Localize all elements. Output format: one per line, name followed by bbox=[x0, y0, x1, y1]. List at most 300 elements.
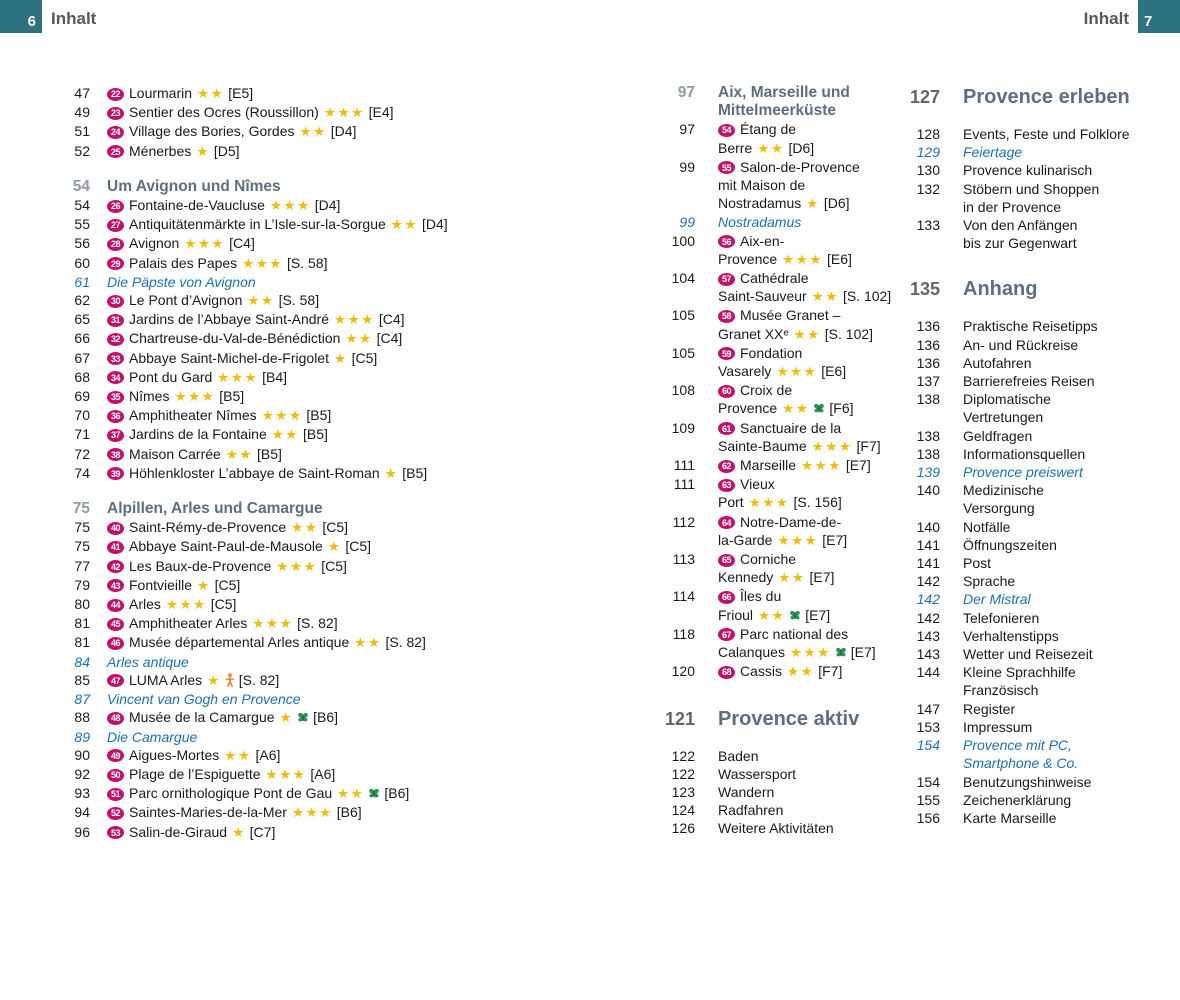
toc-entry bbox=[640, 381, 890, 418]
toc-entry bbox=[640, 456, 890, 475]
map-grid-ref: [S. 82] bbox=[385, 634, 426, 651]
page-number: 79 bbox=[74, 576, 90, 593]
entry-content bbox=[107, 103, 394, 122]
entry-title: Fontaine-de-Vaucluse bbox=[129, 197, 265, 214]
entry-title: Étang de bbox=[740, 121, 797, 138]
entry-title: Palais des Papes bbox=[129, 254, 238, 271]
entry-title: Musée de la Camargue bbox=[129, 709, 275, 726]
entry-content bbox=[107, 500, 323, 518]
entry-line bbox=[718, 344, 846, 362]
toc-chapter-header bbox=[880, 84, 1160, 110]
entry-content bbox=[718, 587, 830, 624]
poi-number-badge: 56 bbox=[718, 235, 735, 248]
poi-number-badge: 22 bbox=[107, 88, 124, 101]
toc-entry bbox=[55, 576, 615, 595]
entry-line bbox=[107, 310, 405, 329]
toc-feature-entry bbox=[880, 590, 1160, 608]
page-number: 121 bbox=[664, 708, 695, 729]
poi-number-badge: 31 bbox=[107, 314, 124, 327]
map-grid-ref: [E5] bbox=[228, 85, 254, 101]
entry-line bbox=[107, 234, 255, 253]
running-header-title-right: Inhalt bbox=[1083, 9, 1129, 28]
star-rating: ★ bbox=[232, 824, 246, 840]
page-number: 140 bbox=[916, 482, 940, 499]
star-rating: ★★★ bbox=[291, 805, 333, 821]
entry-line: Informationsquellen bbox=[963, 445, 1086, 462]
entry-content bbox=[963, 354, 1032, 372]
butterfly-icon bbox=[789, 610, 801, 622]
person-icon bbox=[225, 673, 235, 687]
entry-content bbox=[107, 653, 189, 671]
map-grid-ref: [B6] bbox=[384, 785, 410, 802]
poi-number-badge: 28 bbox=[107, 238, 124, 251]
poi-number-badge: 42 bbox=[107, 560, 124, 573]
page-number: 77 bbox=[74, 557, 90, 574]
star-rating: ★★ bbox=[345, 331, 373, 347]
entry-title: Amphitheater Nîmes bbox=[129, 407, 257, 424]
entry-line bbox=[107, 387, 244, 406]
page-number: 99 bbox=[679, 214, 695, 231]
entry-line bbox=[718, 643, 876, 662]
entry-content bbox=[963, 161, 1092, 179]
entry-content bbox=[718, 232, 852, 269]
entry-line: Zeichenerklärung bbox=[963, 791, 1072, 808]
entry-line bbox=[718, 550, 834, 568]
map-grid-ref: [E7] bbox=[822, 531, 848, 548]
entry-line: Events, Feste und Folklore bbox=[963, 126, 1130, 142]
entry-content bbox=[963, 736, 1078, 772]
entry-line bbox=[107, 464, 427, 483]
running-header-left bbox=[0, 0, 96, 33]
entry-title: Jardins de l’Abbaye Saint-André bbox=[129, 311, 330, 328]
entry-title: Arles bbox=[129, 596, 161, 613]
page-number: 105 bbox=[671, 307, 695, 324]
page-number: 54 bbox=[72, 177, 90, 195]
poi-number-badge: 47 bbox=[107, 674, 124, 687]
toc-entry bbox=[55, 518, 615, 537]
page-number: 92 bbox=[74, 765, 90, 782]
star-rating: ★★★ bbox=[801, 458, 842, 474]
toc-entry bbox=[640, 306, 890, 343]
page-number: 140 bbox=[916, 518, 940, 535]
entry-content bbox=[963, 427, 1032, 445]
toc-entry bbox=[640, 269, 890, 306]
toc-plain-entry bbox=[880, 481, 1160, 517]
butterfly-icon bbox=[813, 403, 825, 415]
entry-line bbox=[107, 803, 362, 822]
toc-plain-entry bbox=[880, 427, 1160, 445]
poi-number-badge: 46 bbox=[107, 637, 124, 650]
toc-entry bbox=[55, 464, 615, 483]
entry-line: Geldfragen bbox=[963, 427, 1033, 444]
page-number: 60 bbox=[74, 254, 90, 271]
toc-entry bbox=[55, 310, 615, 329]
entry-line: Alpillen, Arles und Camargue bbox=[107, 500, 323, 518]
entry-line: Von den Anfängen bbox=[963, 217, 1078, 234]
poi-number-badge: 39 bbox=[107, 467, 124, 480]
toc-plain-entry bbox=[880, 645, 1160, 663]
entry-content bbox=[963, 663, 1076, 699]
star-rating: ★★ bbox=[390, 217, 419, 233]
poi-number-badge: 67 bbox=[718, 628, 735, 641]
entry-line bbox=[718, 158, 860, 176]
toc-entry bbox=[640, 158, 890, 214]
entry-line: Stöbern und Shoppen bbox=[963, 180, 1100, 197]
page-number: 142 bbox=[916, 609, 940, 626]
butterfly-icon bbox=[835, 647, 847, 659]
entry-line bbox=[107, 349, 377, 368]
map-grid-ref: [S. 82] bbox=[238, 671, 280, 688]
page-number: 80 bbox=[74, 596, 90, 613]
entry-line bbox=[107, 765, 335, 784]
entry-title: Îles du bbox=[740, 588, 782, 605]
star-rating: ★★★ bbox=[242, 255, 283, 271]
entry-content bbox=[107, 329, 402, 348]
map-grid-ref: [C7] bbox=[249, 823, 276, 840]
entry-content bbox=[963, 463, 1083, 481]
toc-plain-entry bbox=[880, 336, 1160, 354]
star-rating: ★★★ bbox=[811, 438, 853, 454]
star-rating: ★★★ bbox=[261, 408, 303, 424]
map-grid-ref: [S. 82] bbox=[297, 615, 338, 632]
page-number: 154 bbox=[916, 737, 940, 754]
entry-content bbox=[963, 481, 1044, 517]
map-grid-ref: [E4] bbox=[368, 104, 394, 121]
page-number: 75 bbox=[74, 519, 90, 536]
entry-line: Notfälle bbox=[963, 518, 1011, 535]
star-rating: ★★★ bbox=[217, 369, 259, 385]
poi-number-badge: 24 bbox=[107, 126, 124, 139]
page-number: 130 bbox=[916, 162, 940, 179]
entry-line bbox=[107, 84, 253, 103]
entry-line bbox=[107, 595, 236, 614]
entry-title: Berre bbox=[718, 139, 753, 156]
page-number: 137 bbox=[916, 373, 940, 390]
page-number: 109 bbox=[671, 419, 695, 436]
star-rating: ★★★ bbox=[252, 616, 294, 632]
entry-content bbox=[963, 518, 1010, 536]
star-rating: ★★ bbox=[337, 786, 365, 802]
map-grid-ref: [C5] bbox=[351, 349, 378, 366]
toc-plain-entry bbox=[640, 819, 890, 837]
page-number: 54 bbox=[74, 197, 90, 214]
star-rating: ★★★ bbox=[776, 364, 818, 380]
entry-content bbox=[963, 609, 1039, 627]
entry-content bbox=[718, 550, 834, 587]
page-number: 136 bbox=[916, 354, 940, 371]
star-rating: ★★ bbox=[197, 86, 225, 101]
page-number: 49 bbox=[74, 104, 90, 121]
entry-line: An- und Rückreise bbox=[963, 336, 1079, 353]
entry-title: Vieux bbox=[740, 476, 775, 493]
entry-content bbox=[107, 445, 282, 464]
poi-number-badge: 27 bbox=[107, 219, 124, 232]
entry-content bbox=[107, 823, 275, 842]
entry-line bbox=[718, 475, 842, 493]
star-rating: ★★★ bbox=[782, 251, 823, 267]
entry-line bbox=[107, 103, 394, 122]
page-number: 112 bbox=[672, 513, 695, 530]
entry-line bbox=[107, 633, 426, 652]
entry-content bbox=[963, 180, 1099, 216]
entry-content bbox=[718, 306, 873, 343]
entry-title: mit Maison de bbox=[718, 177, 806, 194]
entry-content bbox=[107, 765, 335, 784]
page-number: 141 bbox=[916, 555, 940, 572]
entry-content bbox=[107, 595, 236, 614]
entry-title: Croix de bbox=[740, 382, 793, 399]
entry-content bbox=[718, 662, 842, 681]
entry-line bbox=[718, 120, 814, 138]
entry-content bbox=[963, 627, 1059, 645]
entry-title: Port bbox=[718, 494, 744, 511]
entry-title: Village des Bories, Gordes bbox=[129, 123, 295, 140]
star-rating: ★★ bbox=[271, 427, 299, 443]
toc-section-header bbox=[55, 500, 615, 518]
entry-content bbox=[107, 142, 240, 161]
map-grid-ref: [A6] bbox=[255, 746, 281, 763]
page-number: 62 bbox=[74, 292, 90, 309]
entry-line bbox=[107, 576, 240, 595]
entry-content bbox=[718, 513, 847, 550]
entry-content bbox=[963, 390, 1051, 426]
map-grid-ref: [D4] bbox=[314, 197, 341, 214]
page-number: 136 bbox=[916, 318, 940, 335]
toc-plain-entry bbox=[880, 390, 1160, 426]
toc-entry bbox=[640, 120, 890, 157]
entry-line bbox=[718, 269, 891, 287]
star-rating: ★ bbox=[806, 196, 820, 212]
page-number: 75 bbox=[74, 538, 90, 555]
page-number: 135 bbox=[909, 279, 940, 300]
entry-title: Les Baux-de-Provence bbox=[129, 557, 272, 574]
star-rating: ★★★ bbox=[334, 312, 375, 328]
toc-plain-entry bbox=[880, 161, 1160, 179]
entry-content bbox=[107, 537, 371, 556]
map-grid-ref: [E7] bbox=[850, 644, 876, 661]
star-rating: ★ bbox=[197, 577, 211, 593]
entry-content bbox=[107, 671, 279, 690]
page-number: 126 bbox=[671, 820, 695, 837]
entry-content bbox=[963, 372, 1095, 390]
butterfly-icon bbox=[368, 788, 380, 800]
entry-line bbox=[718, 587, 830, 605]
entry-line bbox=[718, 306, 873, 324]
entry-line: Radfahren bbox=[718, 802, 784, 819]
poi-number-badge: 64 bbox=[718, 516, 735, 529]
entry-content bbox=[718, 801, 783, 819]
entry-line: Kleine Sprachhilfe bbox=[963, 664, 1076, 681]
page-number: 47 bbox=[74, 85, 90, 101]
poi-number-badge: 23 bbox=[107, 107, 124, 120]
toc-entry bbox=[640, 344, 890, 381]
star-rating: ★★★ bbox=[777, 532, 819, 548]
poi-number-badge: 52 bbox=[107, 807, 124, 820]
entry-line bbox=[107, 557, 347, 576]
entry-title: Ménerbes bbox=[129, 142, 192, 159]
entry-title: Avignon bbox=[129, 235, 180, 252]
poi-number-badge: 41 bbox=[107, 541, 124, 554]
poi-number-badge: 35 bbox=[107, 391, 124, 404]
page-number: 147 bbox=[916, 700, 940, 717]
entry-content bbox=[718, 269, 891, 306]
entry-title: Provence bbox=[718, 250, 778, 267]
page-number: 113 bbox=[672, 551, 695, 568]
entry-title: Musée départemental Arles antique bbox=[129, 634, 350, 651]
page-number: 74 bbox=[74, 464, 90, 481]
entry-line: Sprache bbox=[963, 573, 1016, 590]
poi-number-badge: 51 bbox=[107, 788, 124, 801]
toc-entry bbox=[640, 475, 890, 512]
entry-title: Pont du Gard bbox=[129, 368, 213, 385]
entry-line: Vertretungen bbox=[963, 409, 1044, 426]
map-grid-ref: [D4] bbox=[422, 216, 448, 233]
entry-line: Nostradamus bbox=[718, 214, 802, 231]
page-number-box-left bbox=[0, 0, 42, 33]
map-grid-ref: [C5] bbox=[345, 538, 372, 555]
page-number: 133 bbox=[916, 217, 940, 234]
star-rating: ★★★ bbox=[789, 645, 831, 661]
toc-entry bbox=[55, 765, 615, 784]
entry-content bbox=[107, 122, 356, 141]
entry-line bbox=[107, 215, 448, 234]
entry-content bbox=[718, 819, 834, 837]
page-number: 120 bbox=[671, 663, 695, 680]
star-rating: ★ bbox=[207, 672, 221, 688]
entry-line: Provence aktiv bbox=[718, 707, 860, 730]
star-rating: ★ bbox=[279, 710, 294, 726]
entry-title: Maison Carrée bbox=[129, 445, 221, 462]
entry-content bbox=[107, 425, 328, 444]
entry-line bbox=[718, 568, 834, 587]
page-number: 69 bbox=[74, 388, 90, 405]
entry-content bbox=[107, 576, 240, 595]
entry-title: Plage de l’Espiguette bbox=[129, 765, 261, 782]
page-number: 127 bbox=[909, 87, 940, 107]
page-number: 67 bbox=[74, 349, 90, 366]
poi-number-badge: 29 bbox=[107, 257, 124, 270]
entry-title: Abbaye Saint-Michel-de-Frigolet bbox=[129, 349, 329, 366]
page-number: 138 bbox=[916, 391, 940, 408]
entry-content bbox=[107, 234, 255, 253]
entry-title: Salon-de-Provence bbox=[740, 158, 860, 175]
entry-line: Französisch bbox=[963, 682, 1039, 699]
page-number: 129 bbox=[916, 144, 940, 161]
poi-number-badge: 54 bbox=[718, 124, 735, 137]
toc-entry bbox=[55, 633, 615, 652]
entry-line bbox=[718, 437, 881, 456]
page-number: 153 bbox=[916, 718, 940, 735]
star-rating: ★★★ bbox=[323, 105, 365, 121]
page-number: 52 bbox=[74, 142, 90, 159]
entry-line: Provence mit PC, bbox=[963, 737, 1072, 754]
toc-entry bbox=[640, 513, 890, 550]
map-grid-ref: [F7] bbox=[818, 663, 843, 680]
toc-plain-entry bbox=[880, 317, 1160, 335]
page-number: 138 bbox=[916, 427, 940, 444]
entry-line: Register bbox=[963, 700, 1016, 717]
poi-number-badge: 40 bbox=[107, 522, 124, 535]
entry-content bbox=[963, 125, 1130, 143]
page-number: 141 bbox=[916, 536, 940, 553]
entry-line: Karte Marseille bbox=[963, 809, 1057, 826]
toc-column-right bbox=[880, 84, 1160, 827]
star-rating: ★★ bbox=[299, 124, 327, 140]
star-rating: ★★ bbox=[354, 635, 382, 651]
star-rating: ★★ bbox=[793, 326, 821, 342]
entry-line: Wassersport bbox=[718, 765, 797, 782]
butterfly-icon bbox=[297, 712, 309, 724]
entry-content bbox=[963, 773, 1091, 791]
map-grid-ref: [C5] bbox=[214, 576, 241, 593]
poi-number-badge: 44 bbox=[107, 599, 124, 612]
toc-plain-entry bbox=[880, 718, 1160, 736]
entry-line: Provence erleben bbox=[963, 86, 1130, 108]
entry-line: Öffnungszeiten bbox=[963, 536, 1057, 553]
toc-entry bbox=[55, 196, 615, 215]
entry-content bbox=[963, 700, 1015, 718]
toc-plain-entry bbox=[640, 765, 890, 783]
entry-line bbox=[107, 254, 327, 273]
map-grid-ref: [B6] bbox=[336, 804, 362, 821]
star-rating: ★★ bbox=[811, 289, 839, 305]
page-number: 90 bbox=[74, 746, 90, 763]
entry-title: LUMA Arles bbox=[129, 671, 203, 688]
toc-chapter-header bbox=[880, 276, 1160, 302]
toc-entry bbox=[55, 784, 615, 803]
toc-plain-entry bbox=[880, 125, 1160, 143]
entry-line: Provence preiswert bbox=[963, 464, 1083, 481]
star-rating: ★★★ bbox=[265, 766, 307, 782]
entry-title: Le Pont d’Avignon bbox=[129, 292, 243, 309]
star-rating: ★★★ bbox=[748, 495, 790, 511]
toc-entry bbox=[55, 142, 615, 161]
entry-line: Wetter und Reisezeit bbox=[963, 646, 1093, 663]
toc-entry bbox=[55, 614, 615, 633]
entry-content bbox=[718, 84, 850, 120]
page-number: 123 bbox=[671, 783, 695, 800]
entry-line bbox=[718, 606, 830, 625]
page-number: 84 bbox=[74, 653, 90, 670]
toc-entry bbox=[640, 587, 890, 624]
entry-content bbox=[107, 215, 448, 234]
entry-line: Autofahren bbox=[963, 354, 1032, 371]
entry-content bbox=[718, 475, 842, 512]
entry-content bbox=[107, 178, 281, 196]
poi-number-badge: 48 bbox=[107, 712, 124, 725]
star-rating: ★ bbox=[384, 465, 399, 481]
entry-content bbox=[718, 456, 871, 475]
map-grid-ref: [C4] bbox=[229, 235, 255, 252]
map-grid-ref: [B5] bbox=[257, 445, 282, 462]
toc-plain-entry bbox=[640, 783, 890, 801]
entry-line bbox=[718, 662, 842, 681]
poi-number-badge: 32 bbox=[107, 333, 124, 346]
toc-entry bbox=[55, 671, 615, 690]
toc-plain-entry bbox=[880, 372, 1160, 390]
poi-number-badge: 53 bbox=[107, 826, 124, 839]
entry-content bbox=[107, 349, 377, 368]
entry-line bbox=[718, 419, 881, 437]
map-grid-ref: [E7] bbox=[805, 606, 831, 623]
entry-line: Arles antique bbox=[107, 653, 189, 670]
page-number: 97 bbox=[677, 84, 695, 101]
page-number: 154 bbox=[916, 773, 940, 790]
entry-line: Medizinische bbox=[963, 482, 1044, 499]
page-number: 143 bbox=[916, 627, 940, 644]
poi-number-badge: 37 bbox=[107, 429, 124, 442]
map-grid-ref: [E6] bbox=[826, 250, 852, 267]
